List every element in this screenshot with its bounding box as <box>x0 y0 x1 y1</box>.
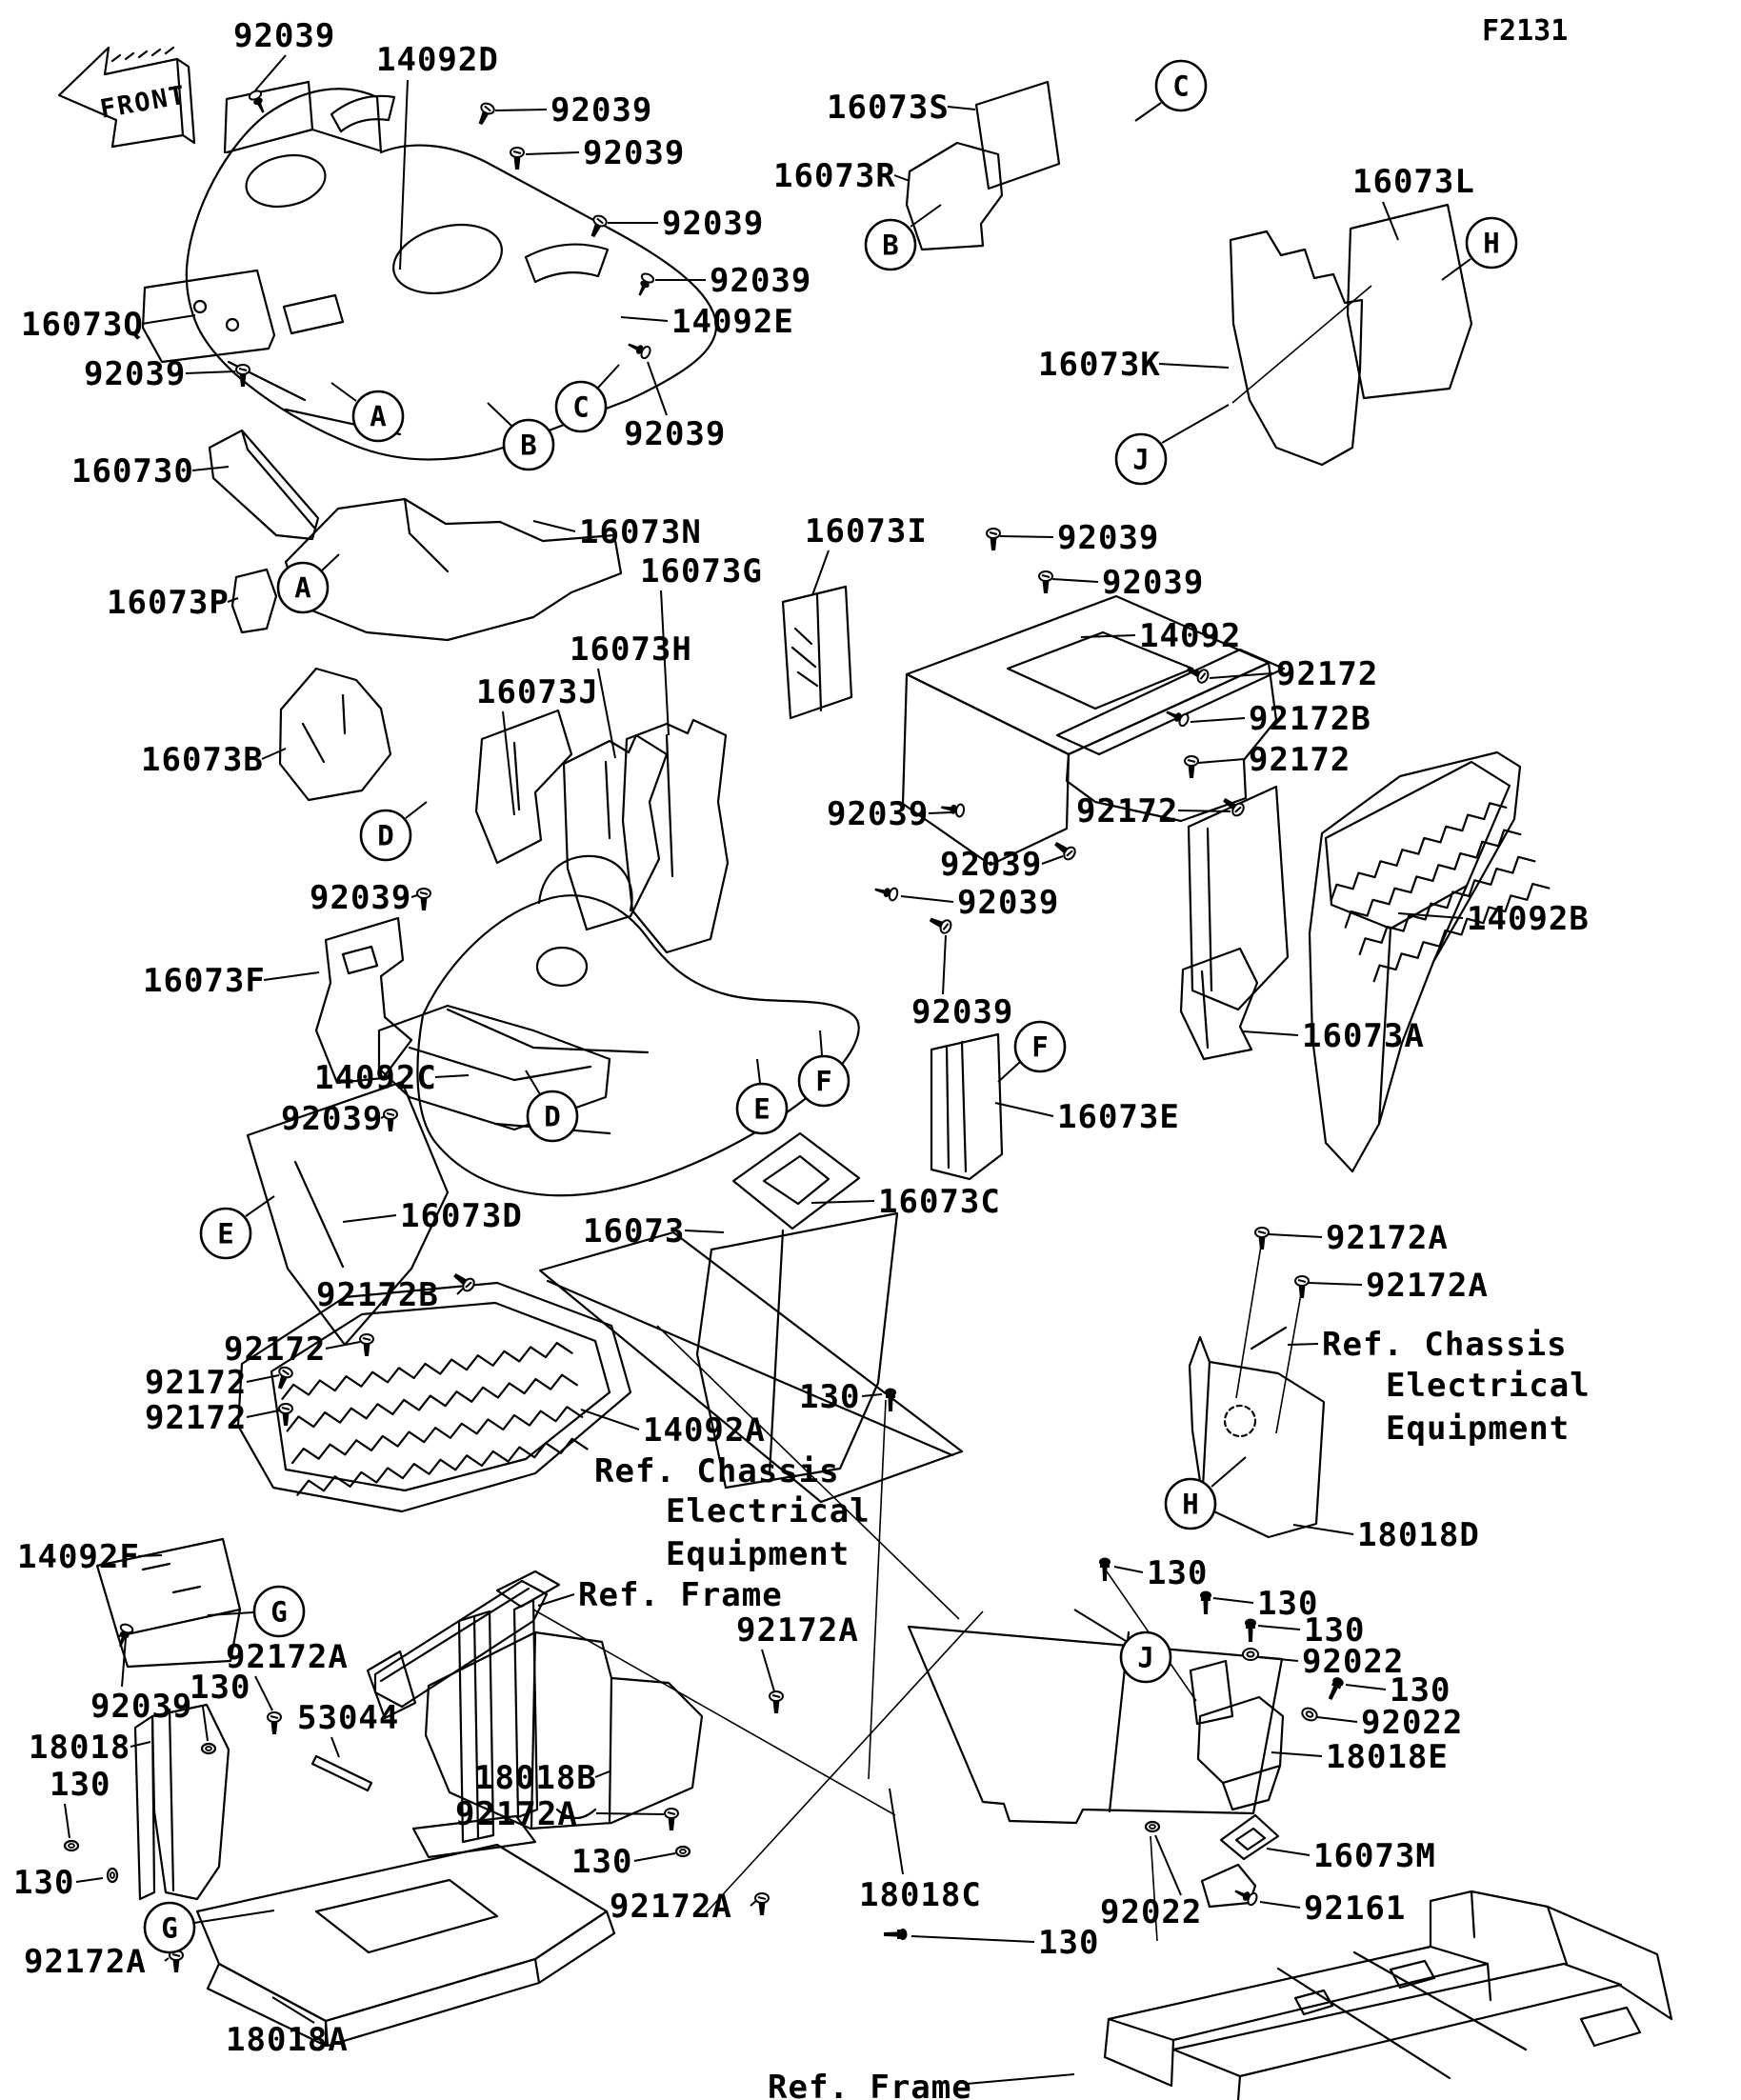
leader-line <box>1000 536 1053 537</box>
part-label: 130 <box>1147 1554 1209 1592</box>
leader-line <box>596 1813 664 1814</box>
panel-16073h <box>564 735 667 930</box>
washer-icon <box>1243 1649 1258 1660</box>
leader-line <box>1317 1717 1357 1722</box>
nut-icon <box>1146 1822 1159 1831</box>
callout-letter: C <box>1172 70 1190 103</box>
leader-line <box>1269 1234 1322 1237</box>
part-label: 92172A <box>24 1943 147 1981</box>
part-label: 18018B <box>474 1759 597 1797</box>
callout-letter: A <box>370 400 387 433</box>
part-label: 92039 <box>281 1100 384 1138</box>
leader-line <box>811 1201 874 1203</box>
part-label: 16073R <box>773 157 896 195</box>
part-label: 16073C <box>878 1183 1001 1221</box>
screw-icon <box>928 913 953 934</box>
part-outlines <box>59 48 1671 2100</box>
part-label: 14092A <box>643 1411 766 1450</box>
bolt-icon <box>1245 1619 1256 1643</box>
leader-line <box>165 1958 169 1961</box>
leader-line <box>142 315 195 324</box>
part-label: 92172 <box>145 1399 248 1437</box>
callout-leader <box>406 802 427 818</box>
part-label: Ref. Frame <box>768 2069 972 2100</box>
part-label: 92039 <box>827 795 930 833</box>
clip-icon <box>626 339 651 360</box>
callout-leader <box>322 554 339 570</box>
callout-letter: D <box>377 819 394 852</box>
part-label: 92172A <box>455 1795 578 1833</box>
leader-line <box>901 896 953 902</box>
leader-line <box>943 935 946 994</box>
leader-line <box>138 1555 162 1556</box>
part-label: 16073K <box>1038 346 1161 384</box>
part-label: 92022 <box>1100 1893 1203 1931</box>
part-label: 92039 <box>84 355 187 393</box>
part-label: 92172A <box>610 1888 732 1926</box>
bolt-icon <box>1200 1591 1211 1615</box>
washer-icon <box>1300 1706 1319 1723</box>
leader-line <box>457 1289 463 1294</box>
part-label: Electrical <box>1386 1367 1591 1405</box>
part-label: 16073I <box>805 512 928 550</box>
part-label: 92039 <box>957 884 1060 922</box>
callout-letter: H <box>1182 1488 1199 1521</box>
part-label: Electrical <box>666 1492 870 1530</box>
part-label: 92172 <box>1276 655 1379 693</box>
part-label: 130 <box>1304 1611 1366 1650</box>
part-labels <box>13 17 1591 2100</box>
part-label: 16073J <box>476 673 599 711</box>
part-label: 92172B <box>316 1276 439 1314</box>
part-label: 92172 <box>145 1364 248 1402</box>
leader-line <box>685 1230 724 1232</box>
callout-leader <box>1135 103 1161 121</box>
part-label: 92172 <box>1076 792 1179 830</box>
part-label: 92172A <box>226 1638 349 1676</box>
callout-leader <box>488 403 511 426</box>
leader-line <box>247 1375 279 1382</box>
screw-icon <box>268 1712 281 1734</box>
screw-icon <box>1185 756 1198 778</box>
leader-line <box>1293 1525 1353 1534</box>
leader-line <box>533 521 575 531</box>
callout-letter: E <box>217 1217 234 1250</box>
callout-leader <box>526 1070 540 1094</box>
leader-line <box>1114 1567 1143 1572</box>
callout-letter: F <box>1031 1030 1049 1064</box>
part-label: 130 <box>799 1378 861 1416</box>
part-label: 16073F <box>143 962 266 1000</box>
leader-lines <box>65 55 1463 2084</box>
console-underside-14092c <box>379 856 859 1195</box>
callout-letter: J <box>1132 443 1150 476</box>
callout-leader <box>1211 1457 1246 1487</box>
console-assembly-14092b <box>1310 752 1549 1171</box>
leader-line <box>1042 856 1063 864</box>
leader-line <box>621 317 668 321</box>
part-label: 130 <box>1257 1585 1319 1623</box>
bracket-18018e <box>1191 1661 1283 1810</box>
nut-icon <box>65 1841 78 1850</box>
mat-160730 <box>210 430 318 539</box>
part-label: 92039 <box>550 91 653 130</box>
leader-line <box>634 1853 675 1861</box>
leader-line <box>1155 1835 1181 1895</box>
pad-14092d <box>331 96 394 131</box>
part-label: 92172A <box>1326 1219 1449 1257</box>
part-label: 92039 <box>1057 519 1160 557</box>
guard-18018a <box>197 1845 614 2046</box>
screw-icon <box>279 1404 292 1426</box>
bolt-icon <box>884 1929 908 1940</box>
nut-icon <box>676 1847 690 1856</box>
clip-icon <box>634 272 655 298</box>
front-arrow-label: FRONT <box>97 80 190 125</box>
leader-line <box>1309 1283 1362 1285</box>
leader-line <box>911 1936 1034 1942</box>
part-label: 92022 <box>1361 1704 1464 1742</box>
clip-icon <box>873 884 899 902</box>
callout-leader <box>757 1059 760 1083</box>
callout-leader <box>1074 1610 1126 1641</box>
callout-letter: B <box>882 229 899 262</box>
leader-line <box>1243 1031 1298 1035</box>
part-label: 18018D <box>1357 1516 1480 1554</box>
part-label: 18018 <box>29 1729 131 1767</box>
part-label: 92172B <box>1249 700 1371 738</box>
leader-line <box>247 1410 279 1417</box>
callout-letter: F <box>815 1065 832 1098</box>
figure-code: F2131 <box>1482 14 1569 48</box>
leader-line <box>894 175 910 181</box>
part-label: 160730 <box>71 452 194 490</box>
part-label: 14092B <box>1467 900 1590 938</box>
clip-icon <box>248 90 269 115</box>
screw-icon <box>1039 571 1052 593</box>
callout-leader <box>998 1062 1020 1082</box>
leader-line <box>862 1394 882 1396</box>
callout-letter: H <box>1483 227 1500 260</box>
sheet-16073r <box>907 143 1002 250</box>
leader-line <box>526 152 579 154</box>
part-label: 92039 <box>624 415 727 453</box>
screw-icon <box>474 102 495 128</box>
leader-line <box>812 550 829 595</box>
piece-16073b <box>280 669 390 800</box>
strip-53044 <box>312 1756 371 1790</box>
leader-line <box>400 80 408 270</box>
leader-line <box>1271 1752 1322 1756</box>
leader-line <box>967 2074 1074 2084</box>
screw-icon <box>510 148 524 170</box>
part-label: 16073E <box>1057 1098 1180 1136</box>
piece-16073p <box>232 570 276 632</box>
leader-line <box>1258 1626 1300 1630</box>
callout-letter: D <box>544 1100 561 1133</box>
leader-line <box>1198 759 1245 763</box>
screw-icon <box>360 1334 373 1356</box>
leader-line <box>1081 635 1135 637</box>
leader-line <box>1288 1344 1318 1345</box>
panel-16073i <box>783 587 851 718</box>
screw-icon <box>1255 1228 1269 1250</box>
leader-line <box>122 1638 126 1687</box>
part-label: 92039 <box>1102 564 1205 602</box>
part-label: 14092C <box>314 1059 437 1097</box>
leader-line <box>203 1707 208 1741</box>
leader-line <box>1260 1902 1300 1908</box>
leader-line <box>595 1771 610 1777</box>
leader-line <box>343 1215 396 1222</box>
part-label: 92172A <box>1366 1267 1489 1305</box>
leader-line <box>255 1676 272 1710</box>
leader-line <box>264 972 319 980</box>
panel-16073e <box>931 1034 1002 1179</box>
panel-16073g <box>623 720 728 952</box>
screw-icon <box>987 529 1000 550</box>
nut-icon <box>108 1869 117 1882</box>
nut-icon <box>202 1744 215 1753</box>
callout-leader <box>598 365 619 388</box>
part-label: 16073B <box>141 741 264 779</box>
leader-line <box>1213 1598 1253 1603</box>
part-label: 14092 <box>1139 617 1242 655</box>
part-label: 14092E <box>671 303 794 341</box>
part-label: 92039 <box>662 205 765 243</box>
part-label: 14092F <box>17 1538 140 1576</box>
part-label: 92022 <box>1302 1643 1405 1681</box>
leader-line <box>255 55 286 90</box>
sheet-16073s <box>976 82 1059 189</box>
leader-line <box>995 1103 1053 1116</box>
part-label: 16073 <box>583 1212 686 1250</box>
leader-line <box>130 1742 150 1747</box>
part-label: 92172 <box>224 1330 327 1369</box>
pad-16073c <box>733 1133 859 1229</box>
part-label: 92039 <box>90 1688 193 1726</box>
guard-18018 <box>135 1705 229 1899</box>
sheet-16073l <box>1348 205 1471 398</box>
part-label: 92039 <box>310 879 412 917</box>
screw-icon <box>1295 1276 1309 1298</box>
leader-line <box>411 895 417 897</box>
leader-line <box>1052 579 1098 582</box>
part-label: 92172A <box>736 1611 859 1650</box>
part-label: 92161 <box>1304 1890 1407 1928</box>
leader-line <box>192 467 229 470</box>
leader-line <box>65 1804 70 1838</box>
part-label: Ref. Frame <box>578 1576 783 1614</box>
part-label: Equipment <box>666 1535 850 1573</box>
part-label: 16073S <box>827 89 950 127</box>
part-label: 130 <box>50 1766 111 1804</box>
part-label: 130 <box>1038 1924 1100 1962</box>
callout-leader <box>208 1612 254 1615</box>
leader-line <box>948 107 975 110</box>
part-label: 16073N <box>579 513 702 551</box>
part-label: 16073G <box>640 552 763 590</box>
screw-icon <box>755 1893 769 1915</box>
part-label: 92039 <box>911 993 1014 1031</box>
part-label: 16073H <box>570 630 692 669</box>
leader-line <box>272 1997 314 2023</box>
callout-leader <box>1442 259 1471 280</box>
screw-icon <box>450 1270 476 1293</box>
part-label: Ref. Chassis <box>1322 1326 1568 1364</box>
leader-line <box>262 749 286 759</box>
pad-14092d-installed <box>526 245 608 282</box>
part-label: 16073Q <box>21 306 144 344</box>
part-label: Ref. Chassis <box>594 1452 840 1490</box>
callout-leader <box>911 205 941 227</box>
leader-line <box>1191 718 1245 722</box>
callout-leader <box>820 1030 822 1055</box>
callout-letter: J <box>1137 1641 1154 1674</box>
callout-letter: B <box>520 429 537 462</box>
leader-line <box>1178 810 1231 811</box>
callout-leader <box>1162 405 1229 443</box>
leader-line <box>76 1878 103 1882</box>
part-label: 18018A <box>226 2021 349 2059</box>
mat-16073n <box>286 499 621 640</box>
leader-line <box>186 371 235 373</box>
part-label: 16073D <box>400 1197 523 1235</box>
callout-leader <box>331 383 356 401</box>
callout-letter: G <box>270 1595 288 1629</box>
part-label: 53044 <box>297 1699 400 1737</box>
part-label: 16073A <box>1302 1017 1425 1055</box>
part-label: 92039 <box>583 134 686 172</box>
part-label: 18018C <box>859 1876 982 1914</box>
part-label: 18018E <box>1326 1738 1449 1776</box>
screw-icon <box>384 1110 397 1131</box>
part-label: 92039 <box>940 846 1043 884</box>
leader-line <box>435 1075 469 1077</box>
leader-line <box>1159 364 1229 368</box>
part-label: 16073P <box>107 584 230 622</box>
heat-guard-16073q <box>143 270 274 362</box>
screw-icon <box>417 889 430 910</box>
part-label: 16073L <box>1352 163 1475 201</box>
part-label: 14092D <box>376 41 499 79</box>
callout-letter: A <box>294 571 311 605</box>
callout-letter: G <box>161 1911 178 1945</box>
part-label: 130 <box>13 1864 75 1902</box>
part-label: 130 <box>1390 1671 1451 1710</box>
part-label: 92039 <box>710 262 812 300</box>
screw-icon <box>770 1691 783 1713</box>
callout-letter: C <box>572 390 590 424</box>
bolt-icon <box>1099 1558 1111 1582</box>
callout-letter: E <box>753 1092 770 1126</box>
part-label: 130 <box>190 1669 251 1707</box>
screw-icon <box>170 1950 183 1972</box>
pad-16073m <box>1221 1815 1278 1859</box>
callout-leader <box>194 1910 274 1923</box>
part-label: 16073M <box>1313 1837 1436 1875</box>
part-label: Equipment <box>1386 1410 1571 1448</box>
part-label: 130 <box>571 1843 633 1881</box>
clip-icon <box>940 801 965 817</box>
part-label: 92172 <box>1249 741 1351 779</box>
leader-line <box>929 812 952 813</box>
leader-line <box>1267 1849 1310 1855</box>
leader-line <box>890 1789 903 1874</box>
bracket-16073a <box>1181 949 1257 1059</box>
panel-16073j <box>476 710 571 863</box>
screw-icon <box>665 1809 678 1830</box>
leader-line <box>762 1650 774 1691</box>
leader-line <box>1346 1685 1386 1690</box>
leader-line <box>331 1737 339 1757</box>
part-label: 92039 <box>233 17 336 55</box>
sheet-16073k <box>1231 231 1362 465</box>
